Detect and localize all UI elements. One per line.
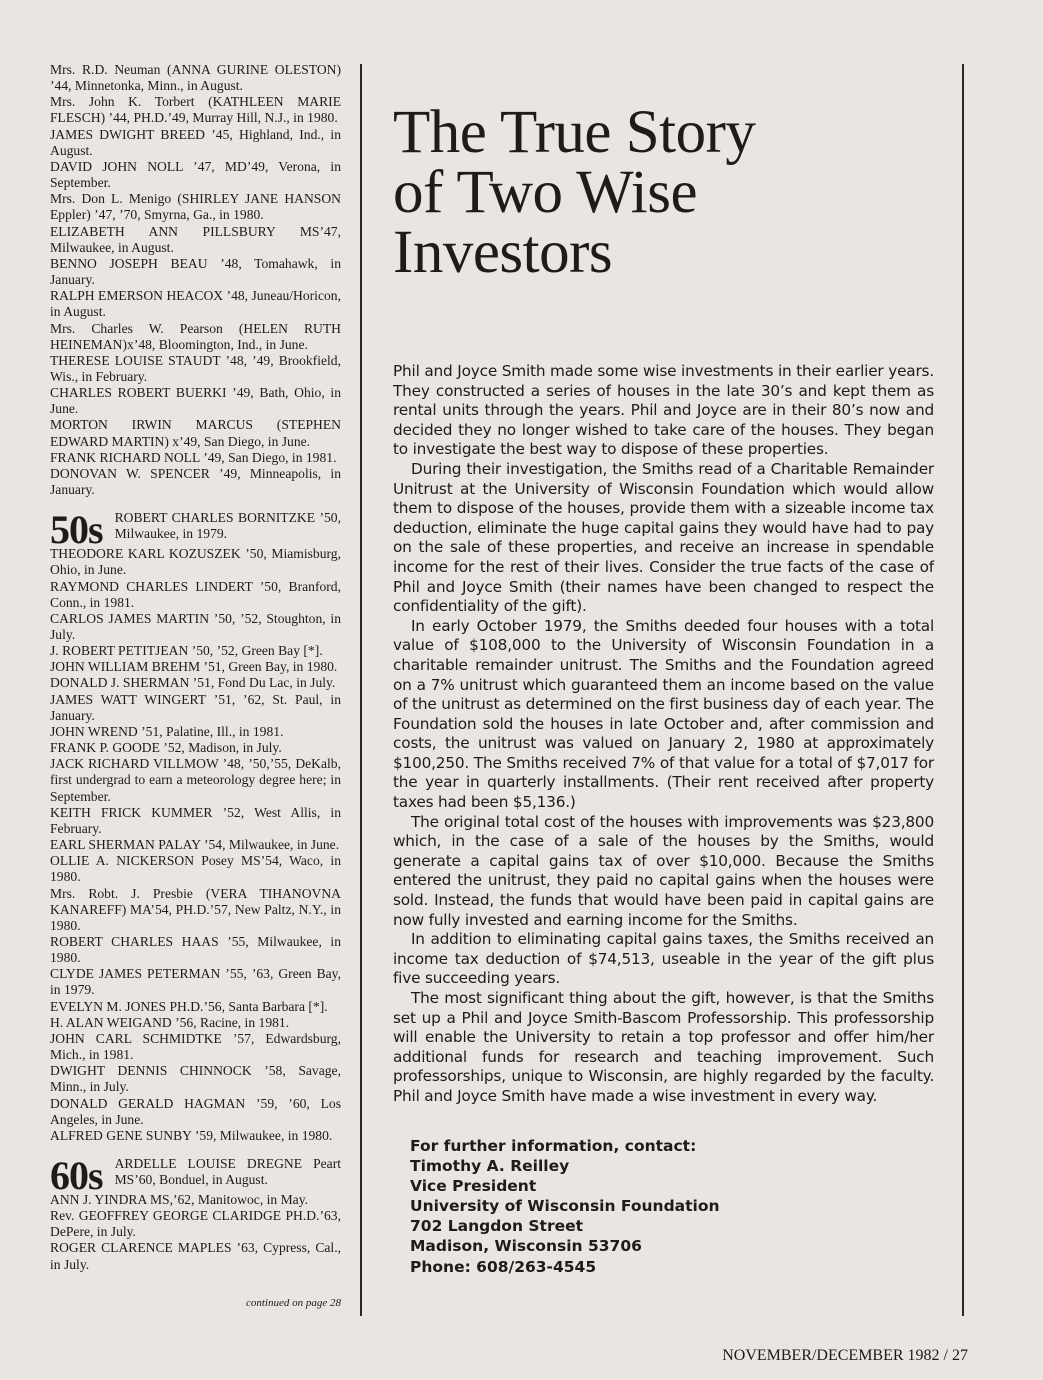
page-footer: NOVEMBER/DECEMBER 1982 / 27 [722, 1347, 968, 1364]
headline-line: of Two Wise [393, 159, 698, 226]
column-divider [360, 64, 362, 1316]
list-item: OLLIE A. NICKERSON Posey MS’54, Waco, in 1980. [50, 853, 341, 885]
article-paragraph: During their investigation, the Smiths read of a Charitable Remainder Unitrust at the University of Wisconsin Foundation which would allow them to dispose of the houses, provide them with a sizeable income tax deduction, eliminate the huge capital gains they would have had to pay on the sale of these properties, and receive an increase in spendable income for the rest of their lives. Consider the true facts of the case of Phil and Joyce Smith (their names have been changed to respect the confidentiality of the gift). [393, 459, 934, 616]
list-item: EVELYN M. JONES PH.D.’56, Santa Barbara [*]. [50, 998, 328, 1014]
list-item: RALPH EMERSON HEACOX ’48, Juneau/Horicon, in August. [50, 288, 341, 320]
column-divider [962, 64, 964, 1316]
contact-line: 702 Langdon Street [410, 1217, 584, 1236]
contact-line: University of Wisconsin Foundation [410, 1197, 720, 1216]
list-item: JOHN WILLIAM BREHM ’51, Green Bay, in 1980. [50, 659, 338, 675]
contact-line: Madison, Wisconsin 53706 [410, 1237, 642, 1256]
list-item: Mrs. John K. Torbert (KATHLEEN MARIE FLESCH) ’44, PH.D.’49, Murray Hill, N.J., in 1980. [50, 94, 341, 126]
list-item: JOHN WREND ’51, Palatine, Ill., in 1981. [50, 723, 284, 739]
article-body [393, 362, 934, 1107]
decade-heading: 50s [50, 507, 103, 553]
list-item: RAYMOND CHARLES LINDERT ’50, Branford, Conn., in 1981. [50, 578, 341, 610]
contact-line: Timothy A. Reilley [410, 1157, 570, 1176]
list-item: THEODORE KARL KOZUSZEK ’50, Miamisburg, Ohio, in June. [50, 546, 341, 578]
list-item: DAVID JOHN NOLL ’47, MD’49, Verona, in September. [50, 158, 341, 191]
list-item: BENNO JOSEPH BEAU ’48, Tomahawk, in January. [50, 255, 341, 288]
article-paragraph: Phil and Joyce Smith made some wise investments in their earlier years. They constructed a series of houses in the late 30’s and kept them as rental units through the years. Phil and Joyce are in their 80’s now and decided they no longer wished to take care of the houses. They began to investigate the best way to dispose of these properties. [393, 362, 934, 459]
contact-block [410, 1136, 770, 1277]
list-item: KEITH FRICK KUMMER ’52, West Allis, in February. [50, 804, 341, 836]
list-item: ALFRED GENE SUNBY ’59, Milwaukee, in 1980. [50, 1127, 333, 1143]
class-notes-column [50, 62, 341, 1273]
list-item: CLYDE JAMES PETERMAN ’55, ’63, Green Bay, in 1979. [50, 966, 341, 998]
decade-50s-section [50, 507, 341, 1144]
list-item: CHARLES ROBERT BUERKI ’49, Bath, Ohio, in June. [50, 385, 341, 417]
list-item: ANN J. YINDRA MS,’62, Manitowoc, in May. [50, 1192, 309, 1207]
headline-line: The True Story [393, 99, 756, 166]
decade-heading: 60s [50, 1153, 103, 1198]
list-item: ROGER CLARENCE MAPLES ’63, Cypress, Cal., in July. [50, 1240, 341, 1272]
list-item: H. ALAN WEIGAND ’56, Racine, in 1981. [50, 1014, 290, 1030]
list-item: MORTON IRWIN MARCUS (STEPHEN EDWARD MARTIN) x’49, San Diego, in June. [50, 417, 341, 449]
list-item: ARDELLE LOUISE DREGNE Peart MS’60, Bonduel, in August. [114, 1156, 341, 1188]
list-item: JAMES DWIGHT BREED ’45, Highland, Ind., in August. [50, 126, 341, 158]
list-item: J. ROBERT PETITJEAN ’50, ’52, Green Bay [*]. [50, 643, 323, 659]
list-item: EARL SHERMAN PALAY ’54, Milwaukee, in June. [50, 837, 340, 853]
article-headline [393, 99, 813, 286]
list-item: Mrs. Robt. J. Presbie (VERA TIHANOVNA KANAREFF) MA’54, PH.D.’57, New Paltz, N.Y., in 1980. [50, 885, 341, 933]
contact-line: Phone: 608/263-4545 [410, 1257, 597, 1276]
list-item: Mrs. Don L. Menigo (SHIRLEY JANE HANSON Eppler) ’47, ’70, Smyrna, Ga., in 1980. [50, 191, 341, 223]
article-paragraph: In addition to eliminating capital gains taxes, the Smiths received an income tax deduction of $74,513, useable in the year of the gift plus five succeeding years. [393, 930, 934, 988]
entries-40s [50, 62, 341, 498]
list-item: DONOVAN W. SPENCER ’49, Minneapolis, in January. [50, 465, 341, 498]
contact-line: Vice President [410, 1177, 537, 1196]
list-item: DONALD J. SHERMAN ’51, Fond Du Lac, in July. [50, 675, 336, 691]
list-item: DWIGHT DENNIS CHINNOCK ’58, Savage, Minn., in July. [50, 1063, 341, 1095]
list-item: FRANK RICHARD NOLL ’49, San Diego, in 1981. [50, 449, 337, 465]
list-item: ROBERT CHARLES HAAS ’55, Milwaukee, in 1980. [50, 933, 341, 966]
contact-heading: For further information, contact: [410, 1137, 697, 1155]
list-item: FRANK P. GOODE ’52, Madison, in July. [50, 740, 282, 756]
list-item: JAMES WATT WINGERT ’51, ’62, St. Paul, in January. [50, 691, 341, 723]
list-item: Mrs. R.D. Neuman (ANNA GURINE OLESTON) ’44, Minnetonka, Minn., in August. [50, 62, 341, 94]
decade-60s-section [50, 1153, 341, 1273]
list-item: JACK RICHARD VILLMOW ’48, ’50,’55, DeKalb, first undergrad to earn a meteorology degree here; in September. [50, 756, 341, 804]
article-paragraph: The most significant thing about the gift, however, is that the Smiths set up a Phil and Joyce Smith-Bascom Professorship. This professorship will enable the University to retain a top professor and offer him/her additional funds for research and teaching improvement. Such professorships, unique to Wisconsin, are highly regarded by the faculty. Phil and Joyce Smith have made a wise investment in every way. [393, 989, 934, 1105]
article-paragraph: In early October 1979, the Smiths deeded four houses with a total value of $108,000 to the University of Wisconsin Foundation in a charitable remainder unitrust. The Smiths and the Foundation agreed on a 7% unitrust which guaranteed them an income based on the value of the unitrust as determined on the first business day of each year. The Foundation sold the houses in late October and, after commission and costs, the unitrust was valued on January 2, 1980 at approximately $100,250. The Smiths received 7% of that value for a total of $7,017 for the year in quarterly installments. (Their rent received after property taxes had been $5,136.) [393, 616, 934, 812]
list-item: CARLOS JAMES MARTIN ’50, ’52, Stoughton, in July. [50, 610, 341, 642]
list-item: ROBERT CHARLES BORNITZKE ’50, Milwaukee, in 1979. [114, 510, 341, 542]
list-item: Rev. GEOFFREY GEORGE CLARIDGE PH.D.’63, DePere, in July. [50, 1208, 341, 1240]
article-paragraph: The original total cost of the houses with improvements was $23,800 which, in the case of a sale of the houses by the Smiths, would generate a capital gains tax of over $10,000. Because the Smiths entered the unitrust, they paid no capital gains when the houses were sold. Instead, the funds that would have been paid in capital gains are now fully invested and earning income for the Smiths. [393, 812, 934, 929]
list-item: THERESE LOUISE STAUDT ’48, ’49, Brookfield, Wis., in February. [50, 352, 341, 384]
list-item: JOHN CARL SCHMIDTKE ’57, Edwardsburg, Mich., in 1981. [50, 1030, 341, 1063]
headline-line: Investors [393, 219, 613, 286]
list-item: ELIZABETH ANN PILLSBURY MS’47, Milwaukee, in August. [50, 223, 341, 255]
continued-note: continued on page 28 [245, 1297, 341, 1309]
list-item: Mrs. Charles W. Pearson (HELEN RUTH HEINEMAN)x’48, Bloomington, Ind., in June. [50, 320, 341, 352]
list-item: DONALD GERALD HAGMAN ’59, ’60, Los Angeles, in June. [50, 1095, 341, 1127]
